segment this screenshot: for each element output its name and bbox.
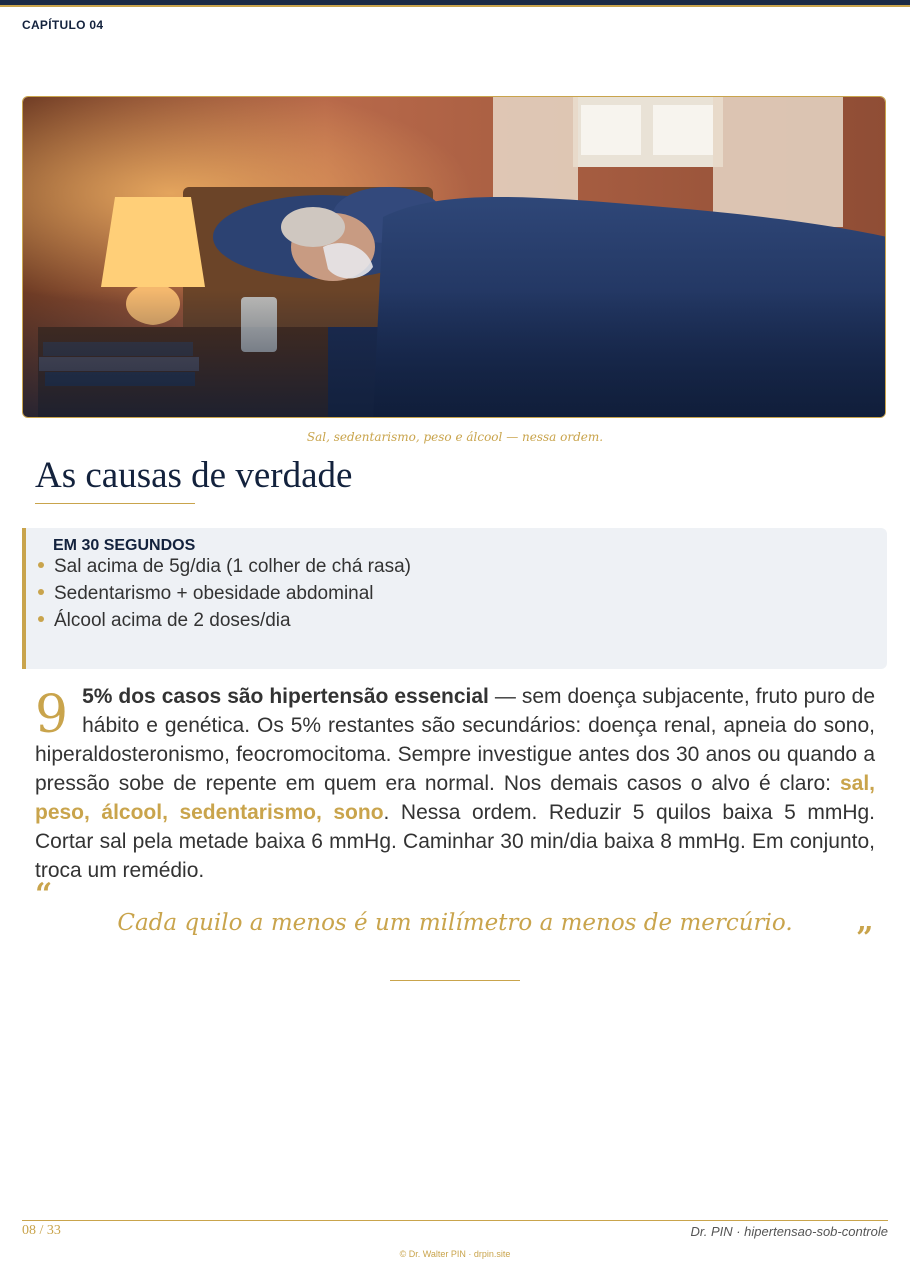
footer-divider bbox=[22, 1220, 888, 1221]
quote-divider bbox=[390, 980, 520, 981]
copyright-notice: © Dr. Walter PIN · drpin.site bbox=[399, 1249, 511, 1259]
bullet-icon bbox=[38, 589, 44, 595]
bedroom-sleep-cpap-illustration-icon bbox=[23, 97, 886, 418]
list-item: Sal acima de 5g/dia (1 colher de chá rasa) bbox=[38, 553, 411, 580]
highlight-text: sal, peso, álcool, sedentarismo, sono bbox=[35, 772, 875, 824]
image-caption: Sal, sedentarismo, peso e álcool — nessa ordem. bbox=[306, 430, 604, 444]
drop-cap: 9 bbox=[35, 685, 69, 745]
list-item: Sedentarismo + obesidade abdominal bbox=[38, 580, 411, 607]
bullet-icon bbox=[38, 562, 44, 568]
page-title: As causas de verdade bbox=[35, 455, 353, 496]
footer-book-title: Dr. PIN · hipertensao-sob-controle bbox=[690, 1224, 888, 1239]
hero-image bbox=[22, 96, 886, 418]
list-item: Álcool acima de 2 doses/dia bbox=[38, 607, 411, 634]
summary-box bbox=[22, 528, 887, 669]
title-underline bbox=[35, 503, 195, 504]
summary-heading: EM 30 SEGUNDOS bbox=[53, 537, 196, 554]
lead-bold-text: 5% dos casos são hipertensão essencial bbox=[82, 685, 489, 708]
top-gold-line bbox=[0, 5, 910, 7]
bullet-icon bbox=[38, 616, 44, 622]
summary-list bbox=[38, 553, 411, 634]
body-text-part2: . Nessa ordem. Reduzir 5 quilos baixa 5 mmHg. Cortar sal pela metade baixa 6 mmHg. Caminhar 30 min/dia baixa 8 mmHg. Em conjunto, troca um remédio. bbox=[35, 801, 875, 882]
page-number: 08 / 33 bbox=[22, 1223, 61, 1238]
close-quote-icon: ” bbox=[856, 921, 874, 956]
body-text-part1: — sem doença subjacente, fruto puro de hábito e genética. Os 5% restantes são secundários: doença renal, apneia do sono, hiperaldosteronismo, feocromocitoma. Sempre investigue antes dos 30 anos ou quando a pressão sobe de repente em quem era normal. Nos demais casos o alvo é claro: bbox=[35, 685, 875, 795]
pull-quote: Cada quilo a menos é um milímetro a menos de mercúrio. bbox=[117, 910, 793, 936]
chapter-label: CAPÍTULO 04 bbox=[22, 18, 104, 32]
open-quote-icon: “ bbox=[35, 877, 53, 912]
body-paragraph bbox=[35, 682, 875, 885]
